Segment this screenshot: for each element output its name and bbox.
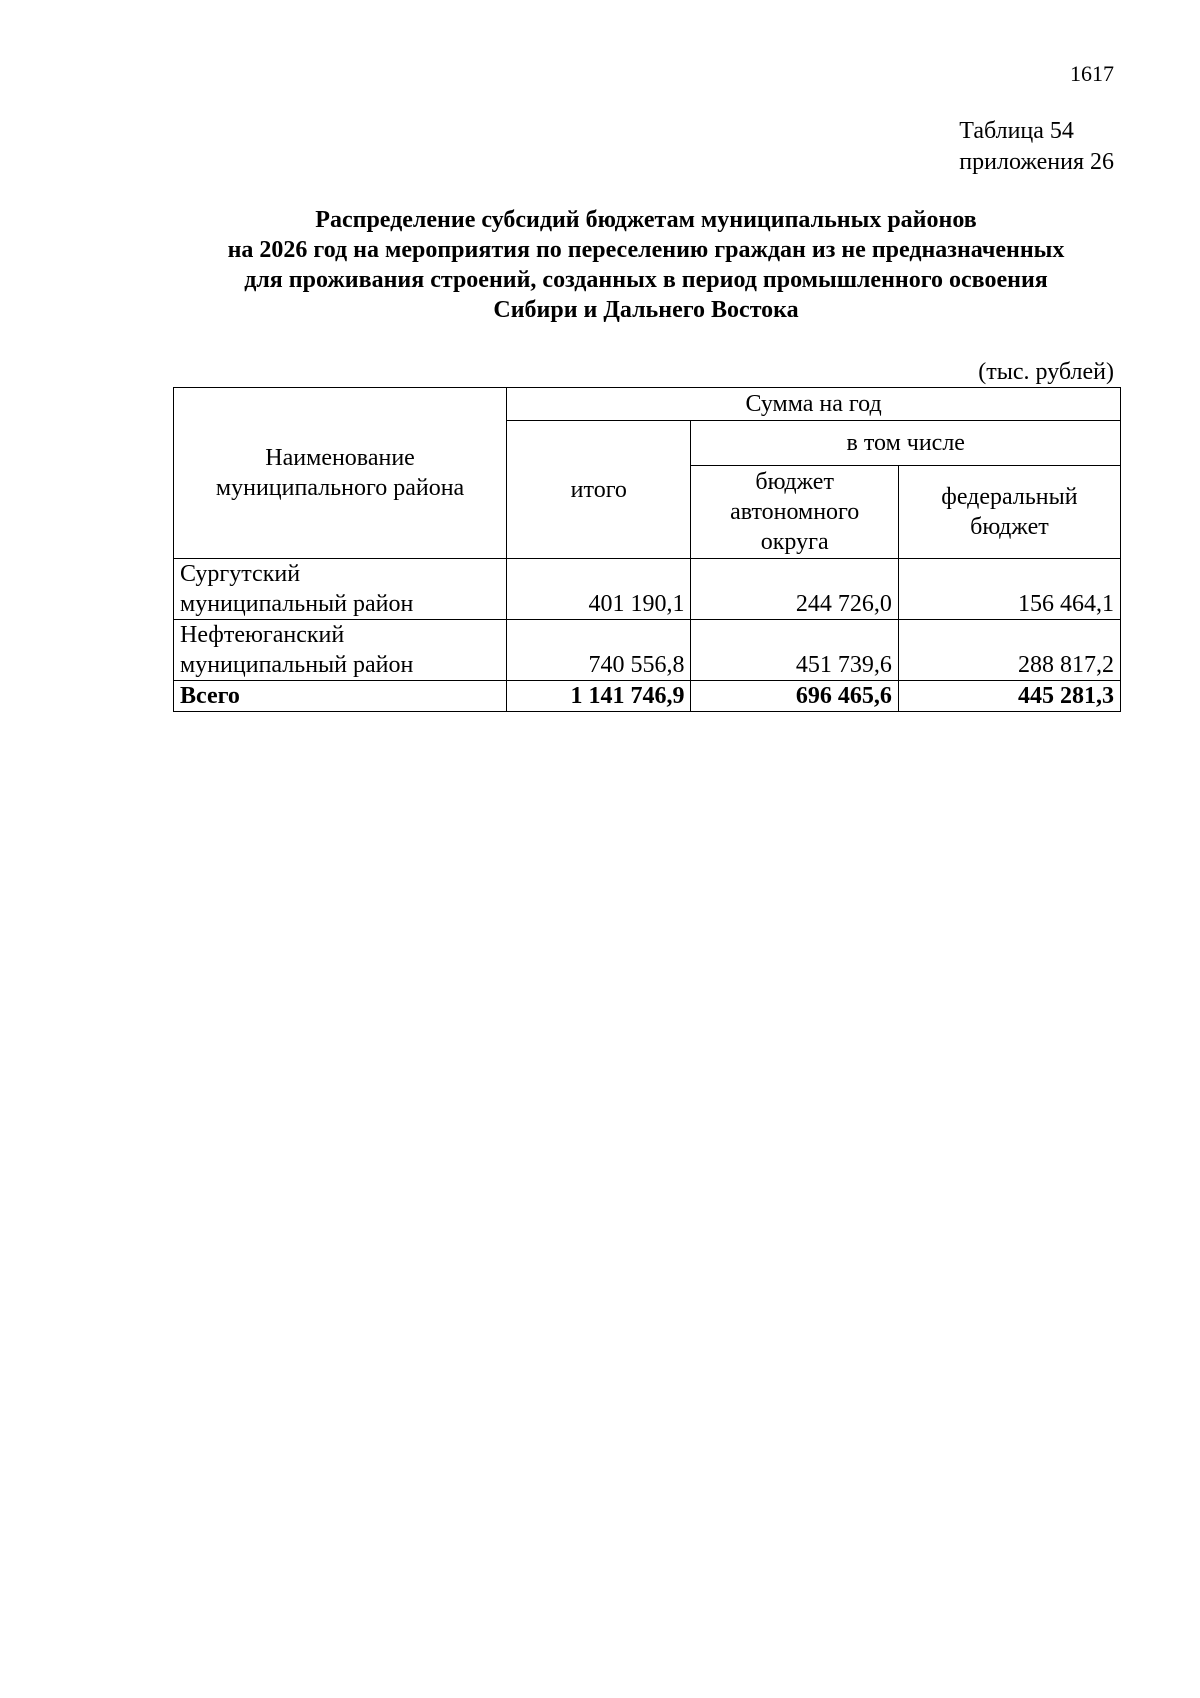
title-line-2: на 2026 год на мероприятия по переселению граждан из не предназначенных	[227, 237, 1065, 263]
header-federal-budget: федеральный бюджет	[898, 466, 1120, 559]
row-name-cell	[174, 559, 507, 620]
header-name: Наименование муниципального района	[174, 388, 507, 559]
header-including: в том числе	[691, 421, 1121, 466]
total-row	[174, 681, 1121, 712]
row-name-cell	[174, 620, 507, 681]
appendix-number: приложения 26	[959, 149, 1114, 175]
row-ao-budget: 244 726,0	[691, 559, 898, 620]
row-total: 740 556,8	[507, 620, 691, 681]
table-reference	[959, 116, 1114, 178]
row-name-suffix: муниципальный район	[180, 591, 414, 617]
row-name: Сургутский	[180, 561, 301, 587]
row-name: Нефтеюганский	[180, 622, 345, 648]
row-name-suffix: муниципальный район	[180, 652, 414, 678]
total-label: Всего	[174, 681, 507, 712]
total-federal-budget: 445 281,3	[898, 681, 1120, 712]
header-ao-budget: бюджет автономного округа	[691, 466, 898, 559]
total-ao-budget: 696 465,6	[691, 681, 898, 712]
title-line-3: для проживания строений, созданных в период промышленного освоения	[244, 267, 1048, 293]
units-label: (тыс. рублей)	[978, 359, 1114, 385]
table-row	[174, 559, 1121, 620]
subsidies-table	[173, 387, 1121, 712]
row-federal-budget: 156 464,1	[898, 559, 1120, 620]
header-row-1	[174, 388, 1121, 421]
header-total: итого	[507, 421, 691, 559]
title-line-4: Сибири и Дальнего Востока	[493, 297, 799, 323]
table-number: Таблица 54	[959, 118, 1074, 144]
total-sum: 1 141 746,9	[507, 681, 691, 712]
title-line-1: Распределение субсидий бюджетам муниципальных районов	[315, 207, 977, 233]
row-total: 401 190,1	[507, 559, 691, 620]
page-number: 1617	[1070, 61, 1114, 86]
row-federal-budget: 288 817,2	[898, 620, 1120, 681]
header-sum-per-year: Сумма на год	[507, 388, 1121, 421]
table-row	[174, 620, 1121, 681]
row-ao-budget: 451 739,6	[691, 620, 898, 681]
document-title	[172, 205, 1120, 325]
